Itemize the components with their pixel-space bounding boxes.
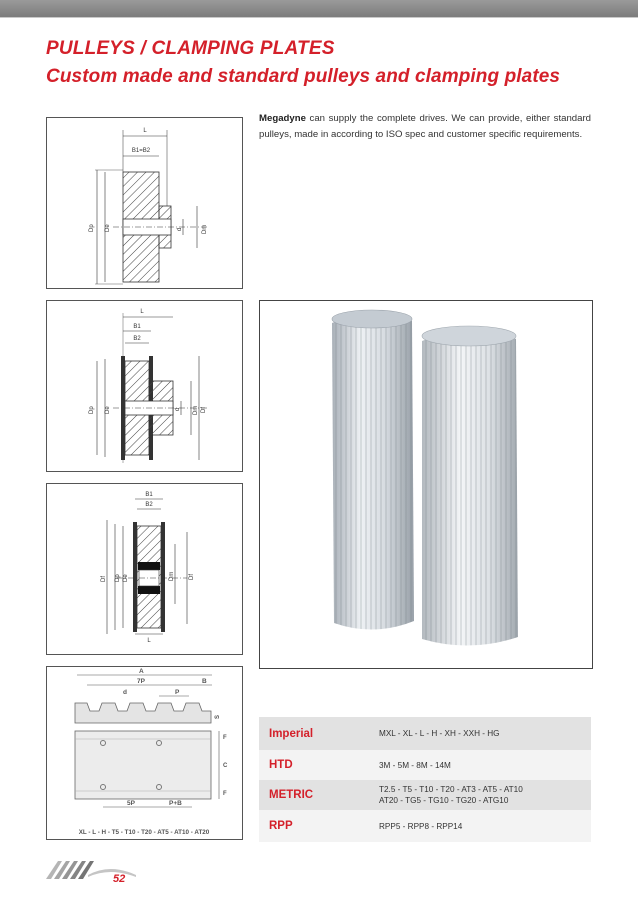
profile-name: METRIC [259, 780, 379, 810]
dim-B2: B2 [145, 502, 153, 508]
table-row [259, 717, 591, 750]
dim-De: De [105, 406, 111, 414]
dim-B: B [202, 678, 207, 685]
footer-swoosh-logo [44, 853, 140, 883]
profile-name: Imperial [259, 717, 379, 750]
page-number: 52 [113, 873, 126, 885]
top-bar-fill [0, 0, 638, 17]
dim-B1B2: B1=B2 [131, 148, 151, 154]
dim-A: A [139, 668, 144, 675]
table-row [259, 750, 591, 780]
table-row [259, 810, 591, 842]
table-row [259, 780, 591, 810]
dim-Dp: Dp [89, 224, 95, 232]
intro-paragraph [259, 111, 591, 142]
profile-table [259, 717, 591, 842]
page-title: PULLEYS / CLAMPING PLATES [46, 38, 335, 59]
dim-7P: 7P [137, 678, 145, 685]
dim-5P: 5P [127, 800, 135, 807]
dim-Dm: Dm [202, 224, 208, 234]
top-bar [0, 0, 638, 17]
dim-Df: Df [201, 407, 207, 413]
diagram-panel-pulley-flanged [46, 300, 243, 472]
profile-values: RPP5 - RPP8 - RPP14 [379, 810, 591, 842]
dim-L: L [140, 309, 144, 315]
profile-name: RPP [259, 810, 379, 842]
intro-text: can supply the complete drives. We can provide, either standard pulleys, made in according to ISO spec and customer specific requirements. [259, 113, 591, 140]
dim-De: De [105, 224, 111, 232]
dim-Dp: Dp [115, 574, 121, 582]
dim-L: L [147, 638, 151, 644]
dim-d: d [123, 689, 127, 696]
pulley-bush-drawing [47, 484, 242, 654]
dim-F-bottom: F [223, 791, 227, 797]
diagram-panel-clamping-plate [46, 666, 243, 840]
profile-values-line: T2.5 - T5 - T10 - T20 - AT3 - AT5 - AT10 [379, 785, 523, 794]
dim-F-top: F [223, 735, 227, 741]
dim-B1: B1 [133, 324, 141, 330]
dim-PB: P+B [169, 800, 182, 807]
dim-C: C [223, 763, 228, 769]
top-bar-stripe [0, 17, 638, 18]
dim-B2: B2 [133, 336, 141, 342]
dim-Df: Df [101, 576, 107, 582]
profile-values [379, 780, 591, 810]
clamping-plate-drawing [47, 667, 242, 839]
plate-caption: XL - L - H - T5 - T10 - T20 - AT5 - AT10 - AT20 [78, 829, 210, 836]
pulley-flanged-drawing [47, 301, 242, 471]
dim-d: d [177, 227, 183, 231]
dim-Dm: Dm [169, 571, 175, 581]
dim-S: S [215, 714, 221, 719]
dim-De: De [123, 574, 129, 582]
dim-L: L [143, 128, 147, 134]
profile-values-line: AT20 - TG5 - TG10 - TG20 - ATG10 [379, 796, 509, 805]
dim-P: P [175, 689, 180, 696]
pulley-bars-photo [260, 301, 592, 668]
diagram-panel-pulley-bush [46, 483, 243, 655]
dim-B1: B1 [145, 492, 153, 498]
pulley-plain-drawing [47, 118, 242, 288]
profile-values: 3M - 5M - 8M - 14M [379, 750, 591, 780]
dim-Dm: Dm [193, 405, 199, 415]
profile-name: HTD [259, 750, 379, 780]
page-subtitle: Custom made and standard pulleys and clamping plates [46, 66, 561, 87]
product-photo [259, 300, 593, 669]
profile-values: MXL - XL - L - H - XH - XXH - HG [379, 717, 591, 750]
diagram-panel-pulley-plain [46, 117, 243, 289]
dim-d: d [175, 407, 181, 411]
dim-Df-right: Df [189, 574, 195, 580]
brand-name: Megadyne [259, 113, 306, 124]
dim-Dp: Dp [89, 406, 95, 414]
